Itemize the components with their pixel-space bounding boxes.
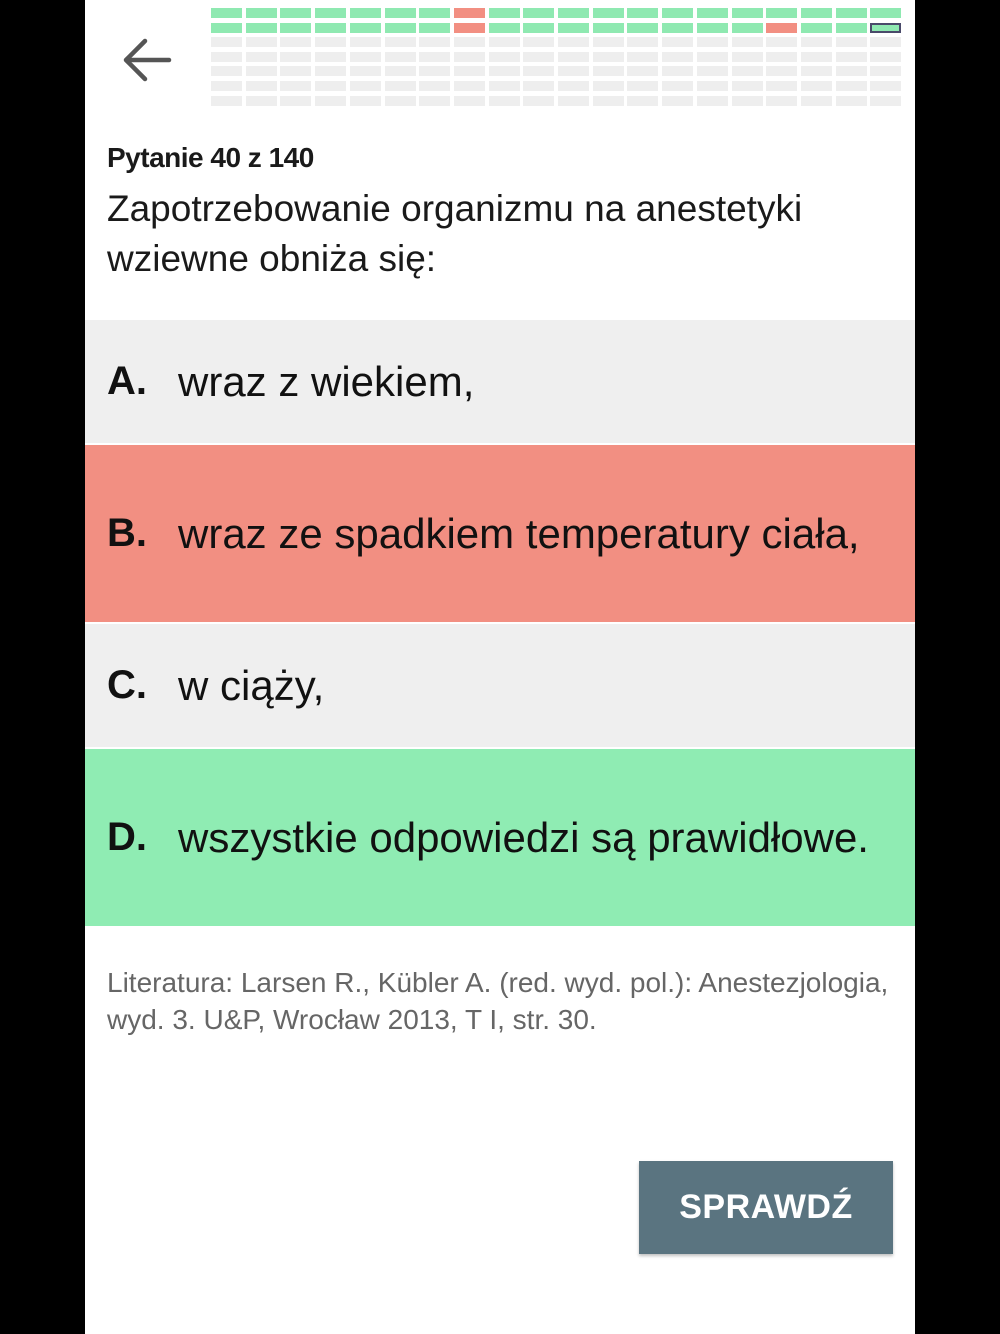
progress-cell-correct[interactable] (732, 8, 763, 18)
progress-cell-empty[interactable] (523, 81, 554, 91)
progress-cell-empty[interactable] (246, 66, 277, 76)
answer-letter: B. (107, 511, 147, 555)
progress-cell-empty[interactable] (246, 81, 277, 91)
progress-cell-correct[interactable] (523, 8, 554, 18)
progress-cell-empty[interactable] (419, 52, 450, 62)
progress-cell-correct[interactable] (315, 23, 346, 33)
progress-cell-empty[interactable] (211, 66, 242, 76)
progress-cell-empty[interactable] (766, 81, 797, 91)
progress-cell-empty[interactable] (419, 81, 450, 91)
progress-cell-empty[interactable] (350, 96, 381, 106)
progress-cell-correct[interactable] (419, 8, 450, 18)
progress-cell-empty[interactable] (211, 52, 242, 62)
progress-cell-correct[interactable] (211, 23, 242, 33)
progress-cell-empty[interactable] (836, 37, 867, 47)
progress-cell-empty[interactable] (697, 96, 728, 106)
progress-cell-empty[interactable] (350, 66, 381, 76)
progress-cell-empty[interactable] (454, 37, 485, 47)
answer-letter: D. (107, 815, 147, 859)
progress-cell-correct[interactable] (280, 8, 311, 18)
progress-cell-correct[interactable] (766, 8, 797, 18)
progress-cell-correct[interactable] (662, 8, 693, 18)
progress-cell-empty[interactable] (419, 96, 450, 106)
progress-cell-empty[interactable] (801, 37, 832, 47)
progress-cell-empty[interactable] (732, 96, 763, 106)
progress-cell-empty[interactable] (766, 52, 797, 62)
progress-cell-empty[interactable] (385, 81, 416, 91)
check-button[interactable]: SPRAWDŹ (639, 1161, 893, 1254)
progress-cell-empty[interactable] (801, 81, 832, 91)
progress-cell-correct[interactable] (280, 23, 311, 33)
answer-letter: C. (107, 663, 147, 707)
arrow-left-icon (115, 28, 179, 92)
progress-cell-correct[interactable] (246, 8, 277, 18)
progress-cell-empty[interactable] (246, 52, 277, 62)
progress-cell-correct[interactable] (558, 23, 589, 33)
progress-cell-empty[interactable] (662, 96, 693, 106)
progress-cell-correct[interactable] (489, 8, 520, 18)
answer-letter: A. (107, 359, 147, 403)
progress-cell-wrong[interactable] (454, 23, 485, 33)
answer-text: wraz ze spadkiem temperatury ciała, (178, 509, 860, 557)
progress-cell-empty[interactable] (558, 66, 589, 76)
progress-cell-correct[interactable] (836, 8, 867, 18)
progress-cell-empty[interactable] (315, 37, 346, 47)
progress-cell-empty[interactable] (662, 81, 693, 91)
progress-cell-correct[interactable] (697, 8, 728, 18)
progress-cell-empty[interactable] (662, 52, 693, 62)
answer-option-c[interactable] (85, 624, 915, 747)
progress-cell-empty[interactable] (836, 96, 867, 106)
progress-cell-empty[interactable] (836, 66, 867, 76)
answer-text: wraz z wiekiem, (178, 357, 475, 405)
progress-cell-empty[interactable] (419, 37, 450, 47)
progress-cell-empty[interactable] (766, 37, 797, 47)
progress-cell-empty[interactable] (523, 52, 554, 62)
progress-cell-correct[interactable] (489, 23, 520, 33)
progress-cell-empty[interactable] (315, 52, 346, 62)
progress-cell-correct[interactable] (558, 8, 589, 18)
progress-cell-empty[interactable] (315, 96, 346, 106)
progress-cell-correct[interactable] (350, 8, 381, 18)
progress-cell-empty[interactable] (662, 37, 693, 47)
progress-cell-empty[interactable] (558, 96, 589, 106)
progress-cell-empty[interactable] (697, 37, 728, 47)
progress-cell-wrong[interactable] (766, 23, 797, 33)
progress-cell-empty[interactable] (627, 81, 658, 91)
progress-cell-empty[interactable] (593, 37, 624, 47)
answer-option-b[interactable] (85, 445, 915, 622)
progress-cell-empty[interactable] (732, 81, 763, 91)
literature-reference: Literatura: Larsen R., Kübler A. (red. wyd. pol.): Anestezjologia, wyd. 3. U&P, Wrocław 2013, T I, str. 30. (107, 967, 889, 1035)
progress-cell-correct[interactable] (523, 23, 554, 33)
progress-cell-empty[interactable] (766, 66, 797, 76)
progress-cell-correct[interactable] (593, 8, 624, 18)
progress-cell-empty[interactable] (211, 96, 242, 106)
progress-cell-empty[interactable] (385, 37, 416, 47)
progress-cell-empty[interactable] (870, 96, 901, 106)
progress-cell-empty[interactable] (523, 96, 554, 106)
progress-cell-empty[interactable] (801, 96, 832, 106)
question-text: Zapotrzebowanie organizmu na anestetyki wziewne obniża się: (107, 188, 803, 279)
back-button[interactable] (115, 28, 179, 92)
progress-cell-empty[interactable] (489, 37, 520, 47)
progress-cell-empty[interactable] (627, 66, 658, 76)
progress-cell-empty[interactable] (558, 37, 589, 47)
progress-cell-empty[interactable] (593, 52, 624, 62)
header (85, 0, 915, 120)
progress-cell-empty[interactable] (419, 66, 450, 76)
progress-cell-empty[interactable] (627, 52, 658, 62)
progress-cell-empty[interactable] (732, 52, 763, 62)
progress-cell-empty[interactable] (627, 96, 658, 106)
progress-cell-empty[interactable] (454, 81, 485, 91)
progress-cell-empty[interactable] (350, 37, 381, 47)
progress-cell-empty[interactable] (454, 66, 485, 76)
progress-cell-empty[interactable] (801, 52, 832, 62)
progress-cell-empty[interactable] (280, 37, 311, 47)
progress-cell-correct[interactable] (211, 8, 242, 18)
progress-cell-empty[interactable] (697, 81, 728, 91)
progress-cell-empty[interactable] (454, 52, 485, 62)
progress-grid (211, 8, 901, 110)
progress-cell-empty[interactable] (836, 81, 867, 91)
progress-cell-current[interactable] (870, 23, 901, 33)
progress-cell-empty[interactable] (454, 96, 485, 106)
progress-cell-empty[interactable] (627, 37, 658, 47)
progress-cell-empty[interactable] (593, 96, 624, 106)
progress-cell-empty[interactable] (732, 37, 763, 47)
progress-cell-correct[interactable] (697, 23, 728, 33)
progress-cell-correct[interactable] (801, 8, 832, 18)
progress-cell-empty[interactable] (280, 52, 311, 62)
progress-cell-empty[interactable] (315, 81, 346, 91)
progress-cell-empty[interactable] (385, 52, 416, 62)
progress-cell-empty[interactable] (523, 66, 554, 76)
progress-cell-empty[interactable] (593, 66, 624, 76)
progress-cell-empty[interactable] (489, 96, 520, 106)
progress-cell-empty[interactable] (523, 37, 554, 47)
progress-cell-empty[interactable] (280, 66, 311, 76)
progress-cell-empty[interactable] (558, 81, 589, 91)
progress-cell-empty[interactable] (246, 37, 277, 47)
progress-cell-correct[interactable] (350, 23, 381, 33)
progress-cell-empty[interactable] (662, 66, 693, 76)
progress-cell-empty[interactable] (732, 66, 763, 76)
progress-cell-correct[interactable] (732, 23, 763, 33)
progress-cell-empty[interactable] (489, 81, 520, 91)
progress-cell-empty[interactable] (280, 81, 311, 91)
progress-cell-empty[interactable] (350, 81, 381, 91)
progress-cell-empty[interactable] (697, 52, 728, 62)
progress-cell-empty[interactable] (870, 37, 901, 47)
progress-cell-correct[interactable] (385, 23, 416, 33)
answer-text: wszystkie odpowiedzi są prawidłowe. (178, 813, 869, 861)
progress-cell-empty[interactable] (489, 52, 520, 62)
progress-cell-empty[interactable] (385, 66, 416, 76)
progress-cell-empty[interactable] (211, 37, 242, 47)
progress-cell-empty[interactable] (489, 66, 520, 76)
progress-cell-empty[interactable] (836, 52, 867, 62)
answer-text: w ciąży, (178, 661, 325, 709)
progress-cell-empty[interactable] (246, 96, 277, 106)
progress-cell-empty[interactable] (558, 52, 589, 62)
progress-cell-empty[interactable] (211, 81, 242, 91)
progress-cell-correct[interactable] (315, 8, 346, 18)
answer-option-a[interactable] (85, 320, 915, 443)
progress-cell-empty[interactable] (870, 52, 901, 62)
progress-cell-empty[interactable] (593, 81, 624, 91)
progress-cell-correct[interactable] (662, 23, 693, 33)
progress-cell-correct[interactable] (593, 23, 624, 33)
progress-cell-empty[interactable] (870, 81, 901, 91)
progress-cell-empty[interactable] (870, 66, 901, 76)
question-block (107, 138, 897, 284)
answer-option-d[interactable] (85, 749, 915, 926)
progress-cell-correct[interactable] (870, 8, 901, 18)
progress-cell-correct[interactable] (627, 8, 658, 18)
progress-cell-wrong[interactable] (454, 8, 485, 18)
progress-cell-correct[interactable] (627, 23, 658, 33)
quiz-screen (85, 0, 915, 1334)
progress-cell-correct[interactable] (801, 23, 832, 33)
progress-cell-empty[interactable] (350, 52, 381, 62)
progress-cell-correct[interactable] (385, 8, 416, 18)
progress-cell-empty[interactable] (280, 96, 311, 106)
progress-cell-empty[interactable] (315, 66, 346, 76)
progress-cell-empty[interactable] (801, 66, 832, 76)
progress-cell-empty[interactable] (697, 66, 728, 76)
progress-cell-empty[interactable] (385, 96, 416, 106)
progress-cell-correct[interactable] (246, 23, 277, 33)
progress-cell-correct[interactable] (836, 23, 867, 33)
question-number: Pytanie 40 z 140 (107, 142, 314, 173)
progress-cell-empty[interactable] (766, 96, 797, 106)
progress-cell-correct[interactable] (419, 23, 450, 33)
